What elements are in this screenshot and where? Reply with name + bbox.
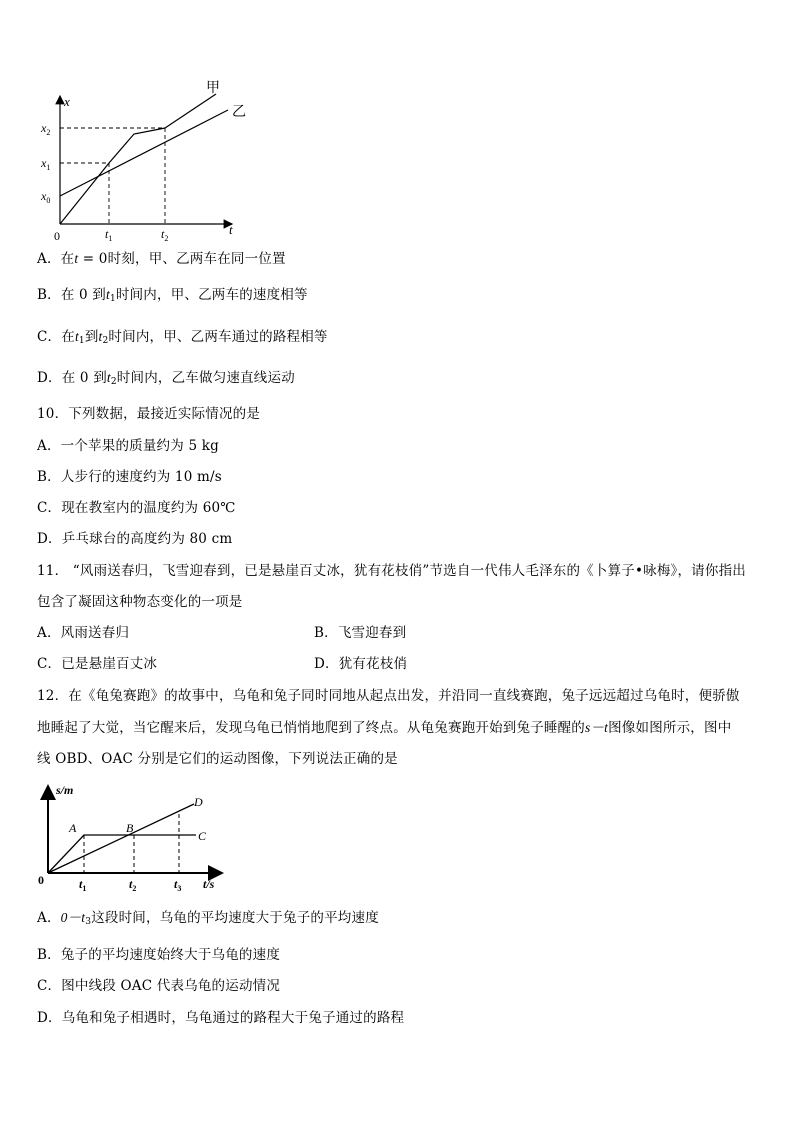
y-axis-label: x — [64, 94, 70, 109]
tick-t2: $t_2$ — [161, 227, 169, 243]
x-axis-label: t — [229, 222, 233, 237]
label-d: D — [194, 795, 203, 809]
q9-option-a: A．在t = 0时刻，甲、乙两车在同一位置 — [37, 251, 286, 267]
label-a: A — [69, 821, 77, 835]
tick-x0: $x_0$ — [41, 189, 51, 205]
tick-t3: $t_3$ — [174, 877, 182, 893]
origin-label: 0 — [38, 873, 44, 887]
q12-option-a: A．$0-t_3$这段时间，乌龟的平均速度大于兔子的平均速度 — [37, 910, 379, 927]
line-obd — [48, 804, 194, 873]
graph-st — [36, 780, 236, 895]
q10-option-b: B．人步行的速度约为 10 m/s — [37, 469, 222, 485]
tick-x2: $x_2$ — [41, 121, 51, 137]
label-yi: 乙 — [232, 105, 246, 120]
q10-option-d: D．乒乓球台的高度约为 80 cm — [37, 531, 233, 547]
q9-option-c: C．在$t_1$到$t_2$时间内，甲、乙两车通过的路程相等 — [37, 329, 328, 346]
line-oac — [48, 835, 196, 873]
q11-stem-line1: 11． “风雨送春归，飞雪迎春到，已是悬崖百丈冰，犹有花枝俏”节选自一代伟人毛泽东的《卜算子•咏梅》，请你指出 — [37, 563, 746, 579]
label-jia: 甲 — [206, 81, 220, 96]
q10-option-a: A．一个苹果的质量约为 5 kg — [37, 438, 219, 454]
q12-option-b: B．兔子的平均速度始终大于乌龟的速度 — [37, 947, 281, 963]
q12-stem-line1: 12．在《龟兔赛跑》的故事中，乌龟和兔子同时同地从起点出发，并沿同一直线赛跑，兔子远远超过乌龟时，便骄傲 — [37, 688, 740, 704]
tick-t1: $t_1$ — [79, 877, 87, 893]
q11-option-c: C．已是悬崖百丈冰 — [37, 656, 158, 672]
q9-option-b: B．在 0 到$t_1$时间内，甲、乙两车的速度相等 — [37, 287, 308, 304]
tick-t1: $t_1$ — [105, 227, 113, 243]
q11-option-d: D．犹有花枝俏 — [314, 656, 408, 672]
q9-option-d: D．在 0 到$t_2$时间内，乙车做匀速直线运动 — [37, 370, 295, 387]
label-c: C — [198, 829, 207, 843]
q11-option-a: A．风雨送春归 — [37, 625, 130, 641]
q12-option-c: C．图中线段 OAC 代表乌龟的运动情况 — [37, 978, 281, 994]
q12-stem-line2: 地睡起了大觉，当它醒来后，发现乌龟已悄悄地爬到了终点。从龟兔赛跑开始到兔子睡醒的s－t图像如图所示，图中 — [37, 720, 732, 736]
q10-stem: 10．下列数据，最接近实际情况的是 — [37, 406, 261, 422]
q12-stem-line3: 线 OBD、OAC 分别是它们的运动图像，下列说法正确的是 — [37, 751, 398, 767]
q11-stem-line2: 包含了凝固这种物态变化的一项是 — [37, 594, 243, 610]
q11-option-b: B．飞雪迎春到 — [314, 625, 407, 641]
t-axis-label: t/s — [203, 877, 215, 891]
q10-option-c: C．现在教室内的温度约为 60℃ — [37, 500, 236, 516]
line-jia — [60, 94, 216, 224]
q12-option-d: D．乌龟和兔子相遇时，乌龟通过的路程大于兔子通过的路程 — [37, 1010, 405, 1026]
tick-x1: $x_1$ — [41, 156, 51, 172]
origin-label: 0 — [54, 229, 60, 243]
s-axis-label: s/m — [56, 783, 74, 797]
line-yi — [60, 110, 228, 196]
tick-t2: $t_2$ — [129, 877, 137, 893]
label-b: B — [126, 821, 134, 835]
graph-xt — [36, 76, 256, 246]
